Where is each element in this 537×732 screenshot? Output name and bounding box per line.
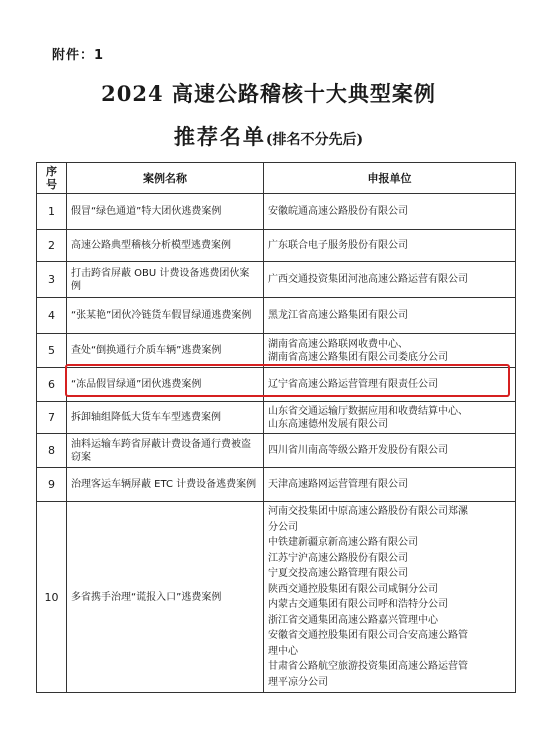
- row-unit: 广东联合电子服务股份有限公司: [264, 230, 516, 262]
- header-case: 案例名称: [67, 163, 264, 194]
- table-row: [37, 434, 516, 468]
- unit-line: 安徽省交通控股集团有限公司合安高速公路管: [268, 630, 468, 641]
- row-case: 假冒“绿色通道”特大团伙逃费案例: [67, 194, 264, 230]
- unit-line: 分公司: [268, 521, 298, 533]
- unit-line: 湖南省高速公路集团有限公司娄底分公司: [268, 351, 448, 363]
- document-subtitle: [0, 121, 537, 151]
- row-unit: 天津高速路网运营管理有限公司: [264, 468, 516, 502]
- row-case: 打击跨省屏蔽 OBU 计费设备逃费团伙案例: [67, 262, 264, 298]
- row-unit: [264, 334, 516, 368]
- header-no: 序号: [37, 163, 67, 194]
- row-unit: [264, 402, 516, 434]
- row-no: 10: [37, 502, 67, 693]
- row-no: 7: [37, 402, 67, 434]
- row-no: 6: [37, 368, 67, 402]
- row-no: 3: [37, 262, 67, 298]
- table-row: [37, 334, 516, 368]
- row-case: “张某艳”团伙冷链货车假冒绿通逃费案例: [67, 298, 264, 334]
- unit-line: 甘肃省公路航空旅游投资集团高速公路运营管: [268, 661, 468, 672]
- table-row: [37, 402, 516, 434]
- subtitle-note: (排名不分先后): [265, 132, 364, 148]
- table-row: [37, 230, 516, 262]
- row-unit: 安徽皖通高速公路股份有限公司: [264, 194, 516, 230]
- unit-line: 湖南省高速公路联网收费中心、: [268, 338, 408, 350]
- unit-line: 理中心: [268, 645, 298, 657]
- row-case: “冻品假冒绿通”团伙逃费案例: [67, 368, 264, 402]
- row-case: 治理客运车辆屏蔽 ETC 计费设备逃费案例: [67, 468, 264, 502]
- row-case: 查处“倒换通行介质车辆”逃费案例: [67, 334, 264, 368]
- table-row: [37, 502, 516, 693]
- unit-line: 陕西交通控股集团有限公司咸铜分公司: [268, 583, 438, 595]
- unit-line: 理平凉分公司: [268, 676, 328, 688]
- unit-line: 山东省交通运输厅数据应用和收费结算中心、: [268, 405, 468, 417]
- unit-line: 内蒙古交通集团有限公司呼和浩特分公司: [268, 599, 448, 610]
- table-header-row: [37, 163, 516, 194]
- row-no: 9: [37, 468, 67, 502]
- table-row: [37, 194, 516, 230]
- table-row: [37, 298, 516, 334]
- unit-line: 浙江省交通集团高速公路嘉兴管理中心: [268, 614, 438, 626]
- unit-line: 山东高速德州发展有限公司: [268, 418, 388, 430]
- row-unit: 辽宁省高速公路运营管理有限责任公司: [264, 368, 516, 402]
- row-case: 多省携手治理“谎报入口”逃费案例: [67, 502, 264, 693]
- unit-line: 中铁建新疆京新高速公路有限公司: [268, 537, 418, 548]
- unit-line: 宁夏交投高速公路管理有限公司: [268, 568, 408, 579]
- row-no: 1: [37, 194, 67, 230]
- row-no: 5: [37, 334, 67, 368]
- row-no: 4: [37, 298, 67, 334]
- table-row: [37, 262, 516, 298]
- row-case: 拆卸轴组降低大货车车型逃费案例: [67, 402, 264, 434]
- row-unit: 四川省川南高等级公路开发股份有限公司: [264, 434, 516, 468]
- row-unit: 黑龙江省高速公路集团有限公司: [264, 298, 516, 334]
- row-unit: 广西交通投资集团河池高速公路运营有限公司: [264, 262, 516, 298]
- row-no: 2: [37, 230, 67, 262]
- row-case: 高速公路典型稽核分析模型逃费案例: [67, 230, 264, 262]
- row-no: 8: [37, 434, 67, 468]
- document-title: 2024 高速公路稽核十大典型案例: [101, 81, 436, 106]
- unit-line: 江苏宁沪高速公路股份有限公司: [268, 552, 408, 564]
- table-row: [37, 368, 516, 402]
- subtitle-main: 推荐名单: [173, 124, 266, 149]
- unit-line: 河南交投集团中原高速公路股份有限公司郑漯: [268, 506, 468, 517]
- attachment-label: 附件：1: [52, 48, 105, 63]
- case-table: [36, 162, 516, 693]
- header-unit: 申报单位: [264, 163, 516, 194]
- table-row: [37, 468, 516, 502]
- row-unit: [264, 502, 516, 693]
- row-case: 油料运输车跨省屏蔽计费设备通行费被盗窃案: [67, 434, 264, 468]
